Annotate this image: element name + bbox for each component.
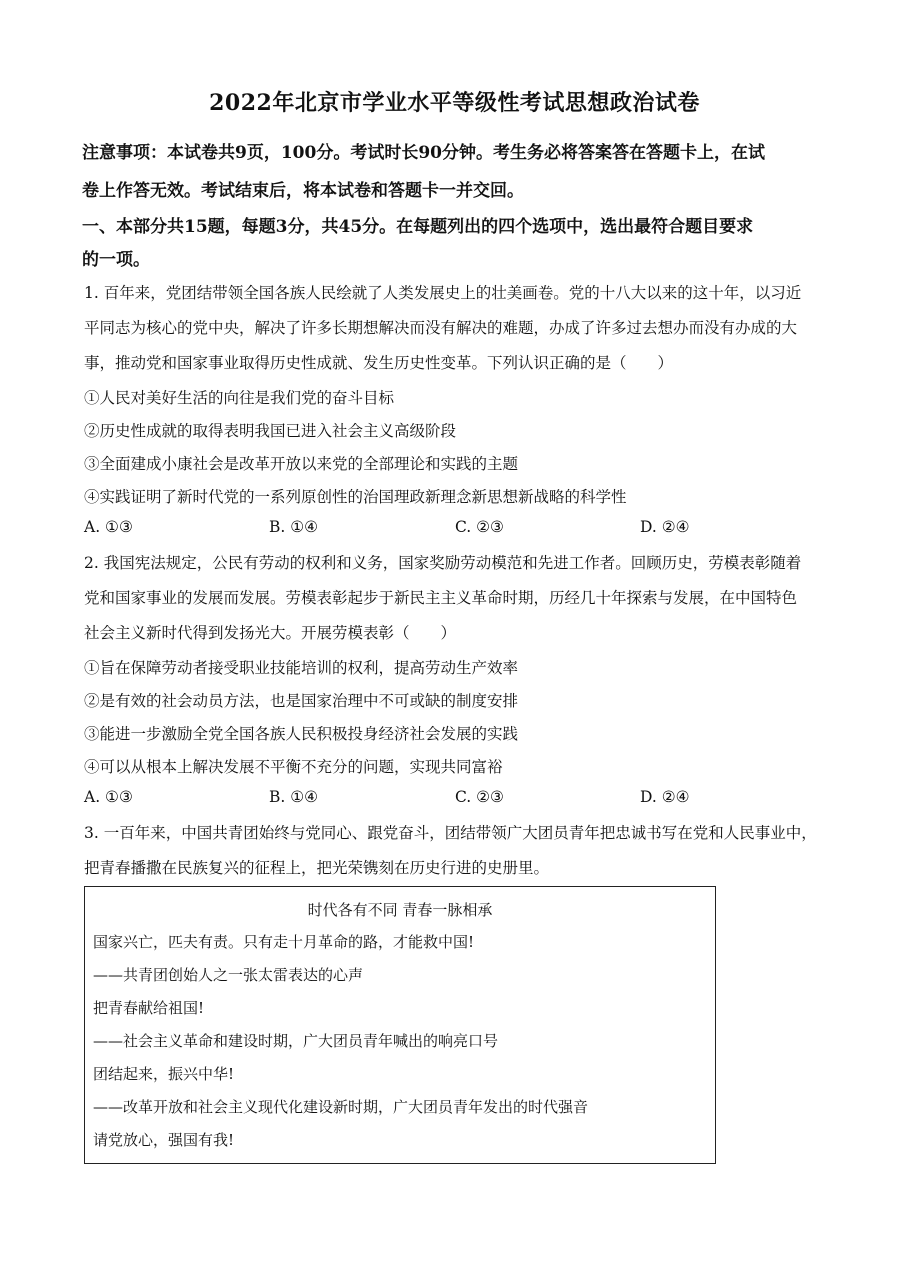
q1-option-b: B. ①④ xyxy=(269,518,319,536)
q2-item-1: ①旨在保障劳动者接受职业技能培训的权利，提高劳动生产效率 xyxy=(84,659,519,677)
q3-box-line-5: 团结起来，振兴中华! xyxy=(93,1065,235,1083)
q2-item-3: ③能进一步激励全党全国各族人民积极投身经济社会发展的实践 xyxy=(84,725,519,743)
q3-stem-2: 把青春播撒在民族复兴的征程上，把光荣镌刻在历史行进的史册里。 xyxy=(84,859,550,877)
q1-item-4: ④实践证明了新时代党的一系列原创性的治国理政新理念新思想新战略的科学性 xyxy=(84,488,627,506)
notice-line-1: 注意事项：本试卷共9页，100分。考试时长90分钟。考生务必将答案答在答题卡上，在试 xyxy=(82,143,765,163)
q2-stem-1: 2. 我国宪法规定，公民有劳动的权利和义务，国家奖励劳动模范和先进工作者。回顾历史，劳模表彰随着 xyxy=(84,554,802,572)
q1-option-a: A. ①③ xyxy=(84,518,133,536)
q2-stem-2: 党和国家事业的发展而发展。劳模表彰起步于新民主主义革命时期，历经几十年探索与发展，在中国特色 xyxy=(84,589,798,607)
q2-stem-3: 社会主义新时代得到发扬光大。开展劳模表彰（ ） xyxy=(84,624,457,642)
q2-item-4: ④可以从根本上解决发展不平衡不充分的问题，实现共同富裕 xyxy=(84,758,503,776)
page-title: 2022年北京市学业水平等级性考试思想政治试卷 xyxy=(209,90,700,116)
q2-option-d: D. ②④ xyxy=(640,788,690,806)
q1-option-c: C. ②③ xyxy=(455,518,504,536)
q3-box-line-3: 把青春献给祖国! xyxy=(93,999,205,1017)
q1-item-3: ③全面建成小康社会是改革开放以来党的全部理论和实践的主题 xyxy=(84,455,519,473)
q2-option-a: A. ①③ xyxy=(84,788,133,806)
notice-line-2: 卷上作答无效。考试结束后，将本试卷和答题卡一并交回。 xyxy=(82,181,524,201)
q2-item-2: ②是有效的社会动员方法，也是国家治理中不可或缺的制度安排 xyxy=(84,692,519,710)
q3-box-line-4: ——社会主义革命和建设时期，广大团员青年喊出的响亮口号 xyxy=(93,1032,499,1050)
q3-box-line-1: 国家兴亡，匹夫有责。只有走十月革命的路，才能救中国! xyxy=(93,933,475,951)
q1-stem-3: 事，推动党和国家事业取得历史性成就、发生历史性变革。下列认识正确的是（ ） xyxy=(84,354,674,372)
q3-box-line-7: 请党放心，强国有我! xyxy=(93,1131,235,1149)
q1-item-2: ②历史性成就的取得表明我国已进入社会主义高级阶段 xyxy=(84,422,457,440)
q1-item-1: ①人民对美好生活的向往是我们党的奋斗目标 xyxy=(84,389,395,407)
section-line-2: 的一项。 xyxy=(82,250,150,270)
q3-box-line-6: ——改革开放和社会主义现代化建设新时期，广大团员青年发出的时代强音 xyxy=(93,1098,589,1116)
q2-option-b: B. ①④ xyxy=(269,788,319,806)
q3-material-box xyxy=(84,886,716,1164)
q1-stem-2: 平同志为核心的党中央，解决了许多长期想解决而没有解决的难题，办成了许多过去想办而没有办成的大 xyxy=(84,319,798,337)
q2-option-c: C. ②③ xyxy=(455,788,504,806)
section-line-1: 一、本部分共15题，每题3分，共45分。在每题列出的四个选项中，选出最符合题目要求 xyxy=(82,217,754,237)
q3-box-line-2: ——共青团创始人之一张太雷表达的心声 xyxy=(93,966,364,984)
q3-stem-1: 3. 一百年来，中国共青团始终与党同心、跟党奋斗，团结带领广大团员青年把忠诚书写在党和人民事业中， xyxy=(84,824,817,842)
q3-box-title: 时代各有不同 青春一脉相承 xyxy=(307,901,493,919)
q1-option-d: D. ②④ xyxy=(640,518,690,536)
q1-stem-1: 1. 百年来，党团结带领全国各族人民绘就了人类发展史上的壮美画卷。党的十八大以来的这十年，以习近 xyxy=(84,284,802,302)
